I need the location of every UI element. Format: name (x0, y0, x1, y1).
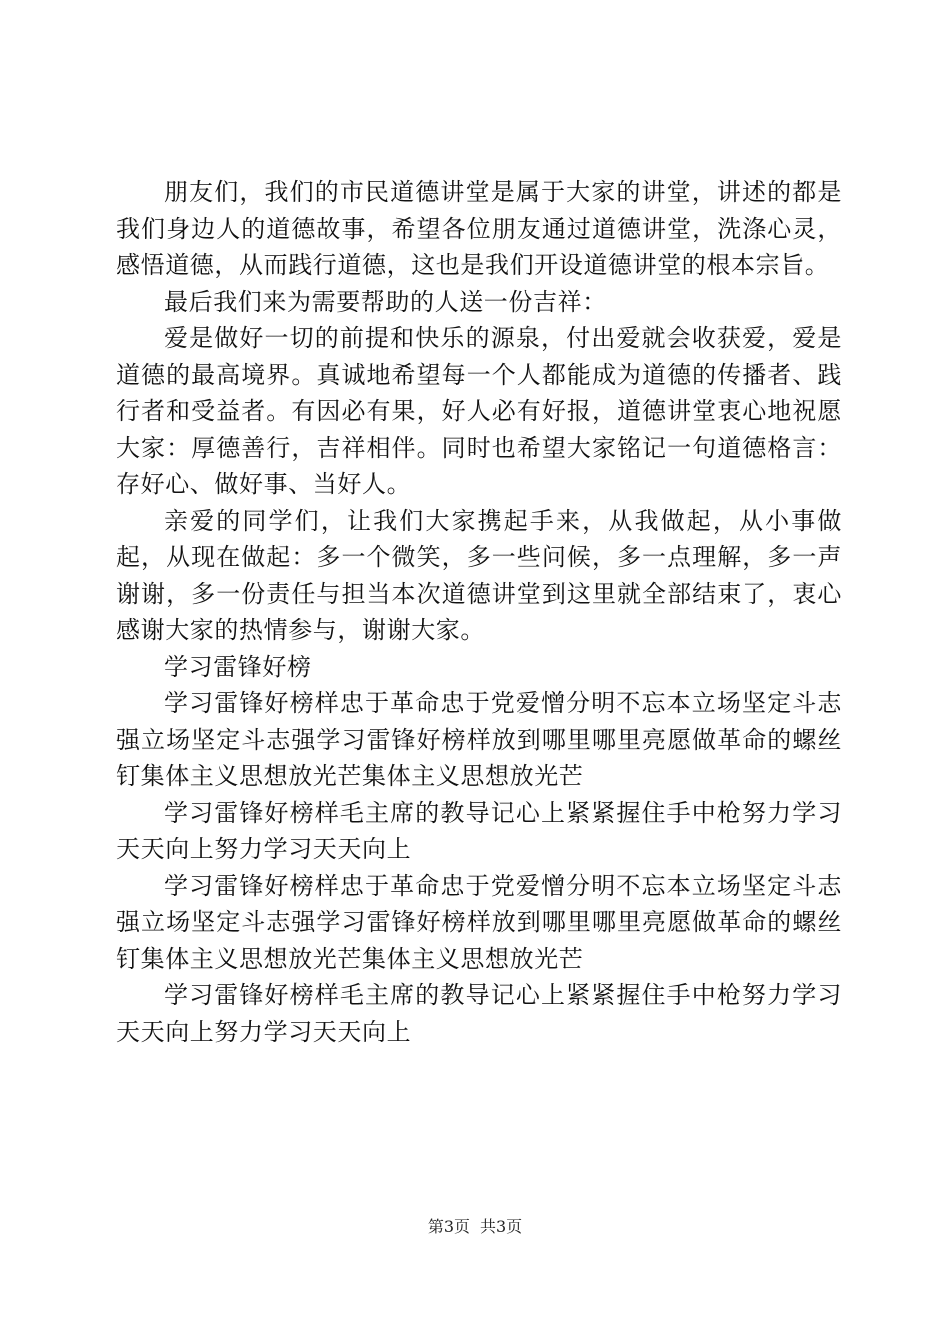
page-footer (0, 1216, 950, 1238)
paragraph: 亲爱的同学们，让我们大家携起手来，从我做起，从小事做起，从现在做起：多一个微笑，多一些问候，多一点理解，多一声谢谢，多一份责任与担当本次道德讲堂到这里就全部结束了，衷心感谢大家的热情参与，谢谢大家。 (116, 506, 842, 644)
paragraph: 学习雷锋好榜样毛主席的教导记心上紧紧握住手中枪努力学习天天向上努力学习天天向上 (116, 981, 842, 1046)
paragraph: 朋友们，我们的市民道德讲堂是属于大家的讲堂，讲述的都是我们身边人的道德故事，希望各位朋友通过道德讲堂，洗涤心灵，感悟道德，从而践行道德，这也是我们开设道德讲堂的根本宗旨。 (116, 178, 842, 279)
paragraph: 学习雷锋好榜样忠于革命忠于党爱憎分明不忘本立场坚定斗志强立场坚定斗志强学习雷锋好榜样放到哪里哪里亮愿做革命的螺丝钉集体主义思想放光芒集体主义思想放光芒 (116, 871, 842, 973)
section-heading: 学习雷锋好榜 (164, 652, 312, 681)
paragraph: 学习雷锋好榜样忠于革命忠于党爱憎分明不忘本立场坚定斗志强立场坚定斗志强学习雷锋好榜样放到哪里哪里亮愿做革命的螺丝钉集体主义思想放光芒集体主义思想放光芒 (116, 689, 842, 790)
document-body (116, 174, 842, 1050)
page-number: 第3页 (427, 1217, 470, 1236)
paragraph: 爱是做好一切的前提和快乐的源泉，付出爱就会收获爱，爱是道德的最高境界。真诚地希望每一个人都能成为道德的传播者、践行者和受益者。有因必有果，好人必有好报，道德讲堂衷心地祝愿大家：厚德善行，吉祥相伴。同时也希望大家铭记一句道德格言：存好心、做好事、当好人。 (116, 324, 842, 498)
page-total: 共3页 (480, 1217, 523, 1236)
paragraph: 最后我们来为需要帮助的人送一份吉祥： (164, 287, 607, 316)
paragraph: 学习雷锋好榜样毛主席的教导记心上紧紧握住手中枪努力学习天天向上努力学习天天向上 (116, 798, 842, 863)
